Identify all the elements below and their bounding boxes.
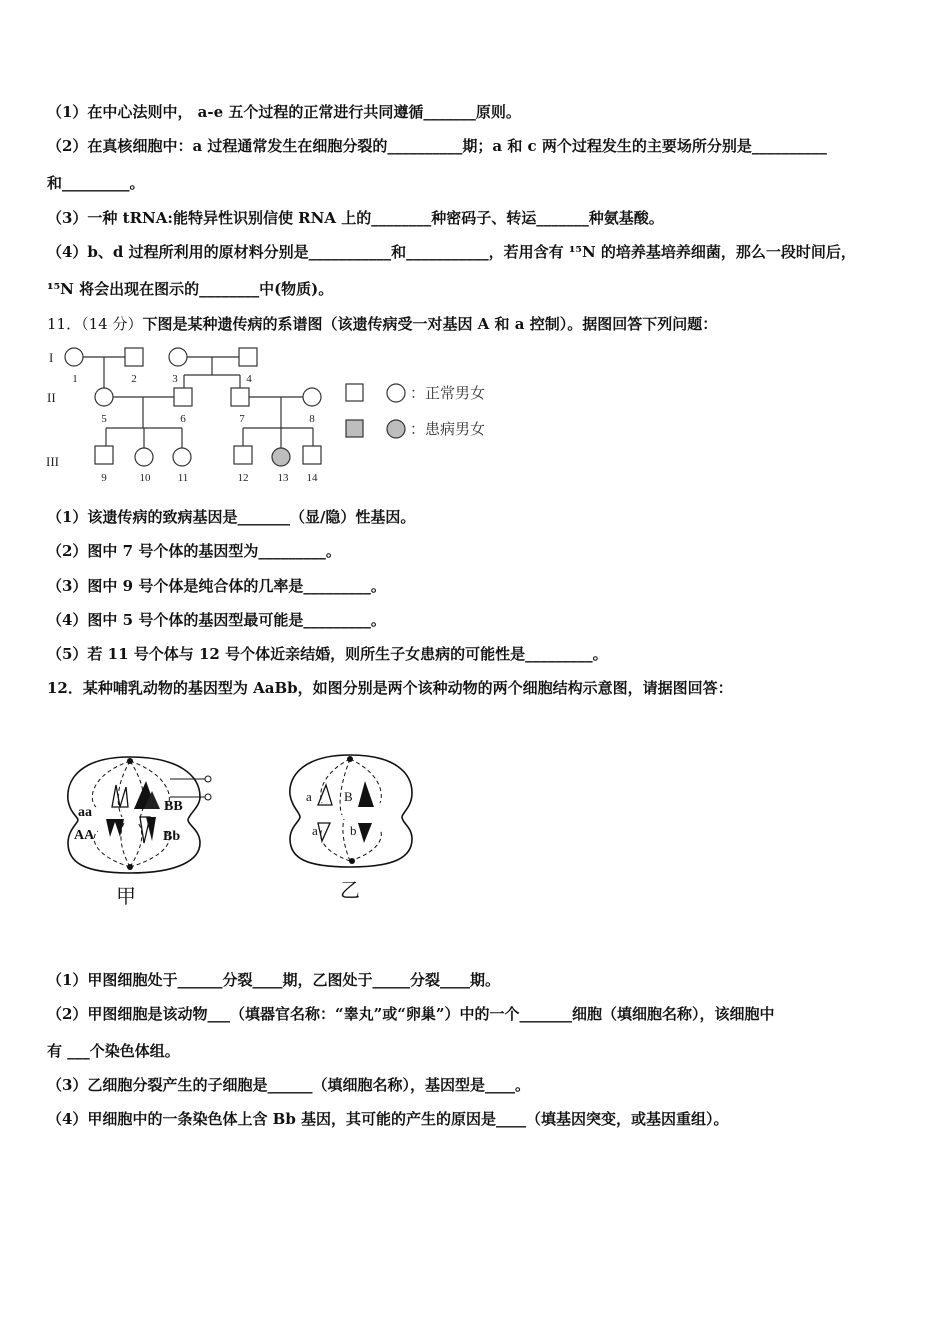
q12-part2-cont: 有 ___个染色体组。 xyxy=(47,1042,180,1060)
id-8: 8 xyxy=(309,413,315,425)
id-2: 2 xyxy=(131,373,137,385)
yi-a-bottom: a xyxy=(312,823,318,838)
legend-normal-male xyxy=(346,384,363,401)
id-13: 13 xyxy=(277,472,289,484)
individual-11-circle xyxy=(173,448,191,466)
jia-Bb: Bb xyxy=(163,829,181,844)
legend-affected-female xyxy=(387,420,405,438)
id-3: 3 xyxy=(172,373,178,385)
individual-10-circle xyxy=(135,448,153,466)
individual-13-circle xyxy=(272,448,290,466)
generation-I-label: I xyxy=(49,350,54,365)
id-1: 1 xyxy=(72,373,78,385)
individual-2-square xyxy=(125,348,143,366)
jia-BB: BB xyxy=(164,799,183,814)
individual-9-square xyxy=(95,446,113,464)
yi-B: B xyxy=(344,789,353,804)
q12-part3: （3）乙细胞分裂产生的子细胞是______（填细胞名称），基因型是____。 xyxy=(47,1076,530,1094)
id-4: 4 xyxy=(246,373,252,385)
q11-stem-text: 下图是某种遗传病的系谱图（该遗传病受一对基因 A 和 a 控制）。据图回答下列问题： xyxy=(142,315,718,333)
legend-affected-text: ：患病男女 xyxy=(410,422,486,438)
q11-number: 11．（14 分） xyxy=(47,315,143,333)
individual-8-circle xyxy=(303,388,321,406)
q10-part3: （3）一种 tRNA:能特异性识别信使 RNA 上的________种密码子、转运_______种氨基酸。 xyxy=(47,209,664,227)
generation-III-label: III xyxy=(46,454,59,469)
q11-part5: （5）若 11 号个体与 12 号个体近亲结婚，则所生子女患病的可能性是_________。 xyxy=(47,645,608,663)
id-14: 14 xyxy=(306,472,318,484)
individual-1-circle xyxy=(65,348,83,366)
jia-aa: aa xyxy=(78,805,92,820)
generation-II-label: II xyxy=(47,390,56,405)
individual-5-circle xyxy=(95,388,113,406)
individual-12-square xyxy=(234,446,252,464)
cell-yi-label: 乙 xyxy=(340,880,360,902)
q11-stem xyxy=(47,314,717,334)
pedigree-chart xyxy=(44,340,514,490)
cell-yi xyxy=(290,755,412,867)
q11-part2: （2）图中 7 号个体的基因型为_________。 xyxy=(47,542,341,560)
q11-part4: （4）图中 5 号个体的基因型最可能是_________。 xyxy=(47,611,386,629)
id-10: 10 xyxy=(139,472,151,484)
q11-part3: （3）图中 9 号个体是纯合体的几率是_________。 xyxy=(47,577,386,595)
cell-division-figure xyxy=(60,745,440,915)
q11-part1: （1）该遗传病的致病基因是_______（显/隐）性基因。 xyxy=(47,508,416,526)
id-9: 9 xyxy=(101,472,107,484)
legend-normal-female xyxy=(387,384,405,402)
jia-AA: AA xyxy=(74,828,95,843)
individual-4-square xyxy=(239,348,257,366)
id-7: 7 xyxy=(239,413,245,425)
legend-affected-male xyxy=(346,420,363,437)
q12-part4: （4）甲细胞中的一条染色体上含 Bb 基因，其可能的产生的原因是____（填基因突变，或基因重组）。 xyxy=(47,1110,729,1128)
q10-part4: （4）b、d 过程所利用的原材料分别是___________和___________，若用含有 ¹⁵N 的培养基培养细菌，那么一段时间后， xyxy=(47,243,856,261)
q12-part1: （1）甲图细胞处于______分裂____期，乙图处于_____分裂____期。 xyxy=(47,971,500,989)
individual-3-circle xyxy=(169,348,187,366)
id-11: 11 xyxy=(177,472,189,484)
individual-14-square xyxy=(303,446,321,464)
yi-a-top: a xyxy=(306,789,312,804)
q12-stem: 12．某种哺乳动物的基因型为 AaBb，如图分别是两个该种动物的两个细胞结构示意图，请据图回答： xyxy=(47,679,733,697)
q10-part1: （1）在中心法则中， a-e 五个过程的正常进行共同遵循_______原则。 xyxy=(47,103,521,121)
id-5: 5 xyxy=(101,413,107,425)
yi-b: b xyxy=(350,823,357,838)
individual-7-square xyxy=(231,388,249,406)
id-12: 12 xyxy=(237,472,249,484)
q12-part2: （2）甲图细胞是该动物___（填器官名称：“睾丸”或“卵巢”）中的一个_______细胞（填细胞名称），该细胞中 xyxy=(47,1005,775,1023)
cell-jia-label: 甲 xyxy=(116,886,136,908)
individual-6-square xyxy=(174,388,192,406)
q10-part2-cont: 和_________。 xyxy=(47,174,145,192)
id-6: 6 xyxy=(180,413,186,425)
q10-part4-cont: ¹⁵N 将会出现在图示的________中(物质)。 xyxy=(47,280,334,298)
q10-part2: （2）在真核细胞中：a 过程通常发生在细胞分裂的__________期；a 和 c 两个过程发生的主要场所分别是__________ xyxy=(47,137,827,155)
legend-normal-text: ：正常男女 xyxy=(410,386,486,402)
